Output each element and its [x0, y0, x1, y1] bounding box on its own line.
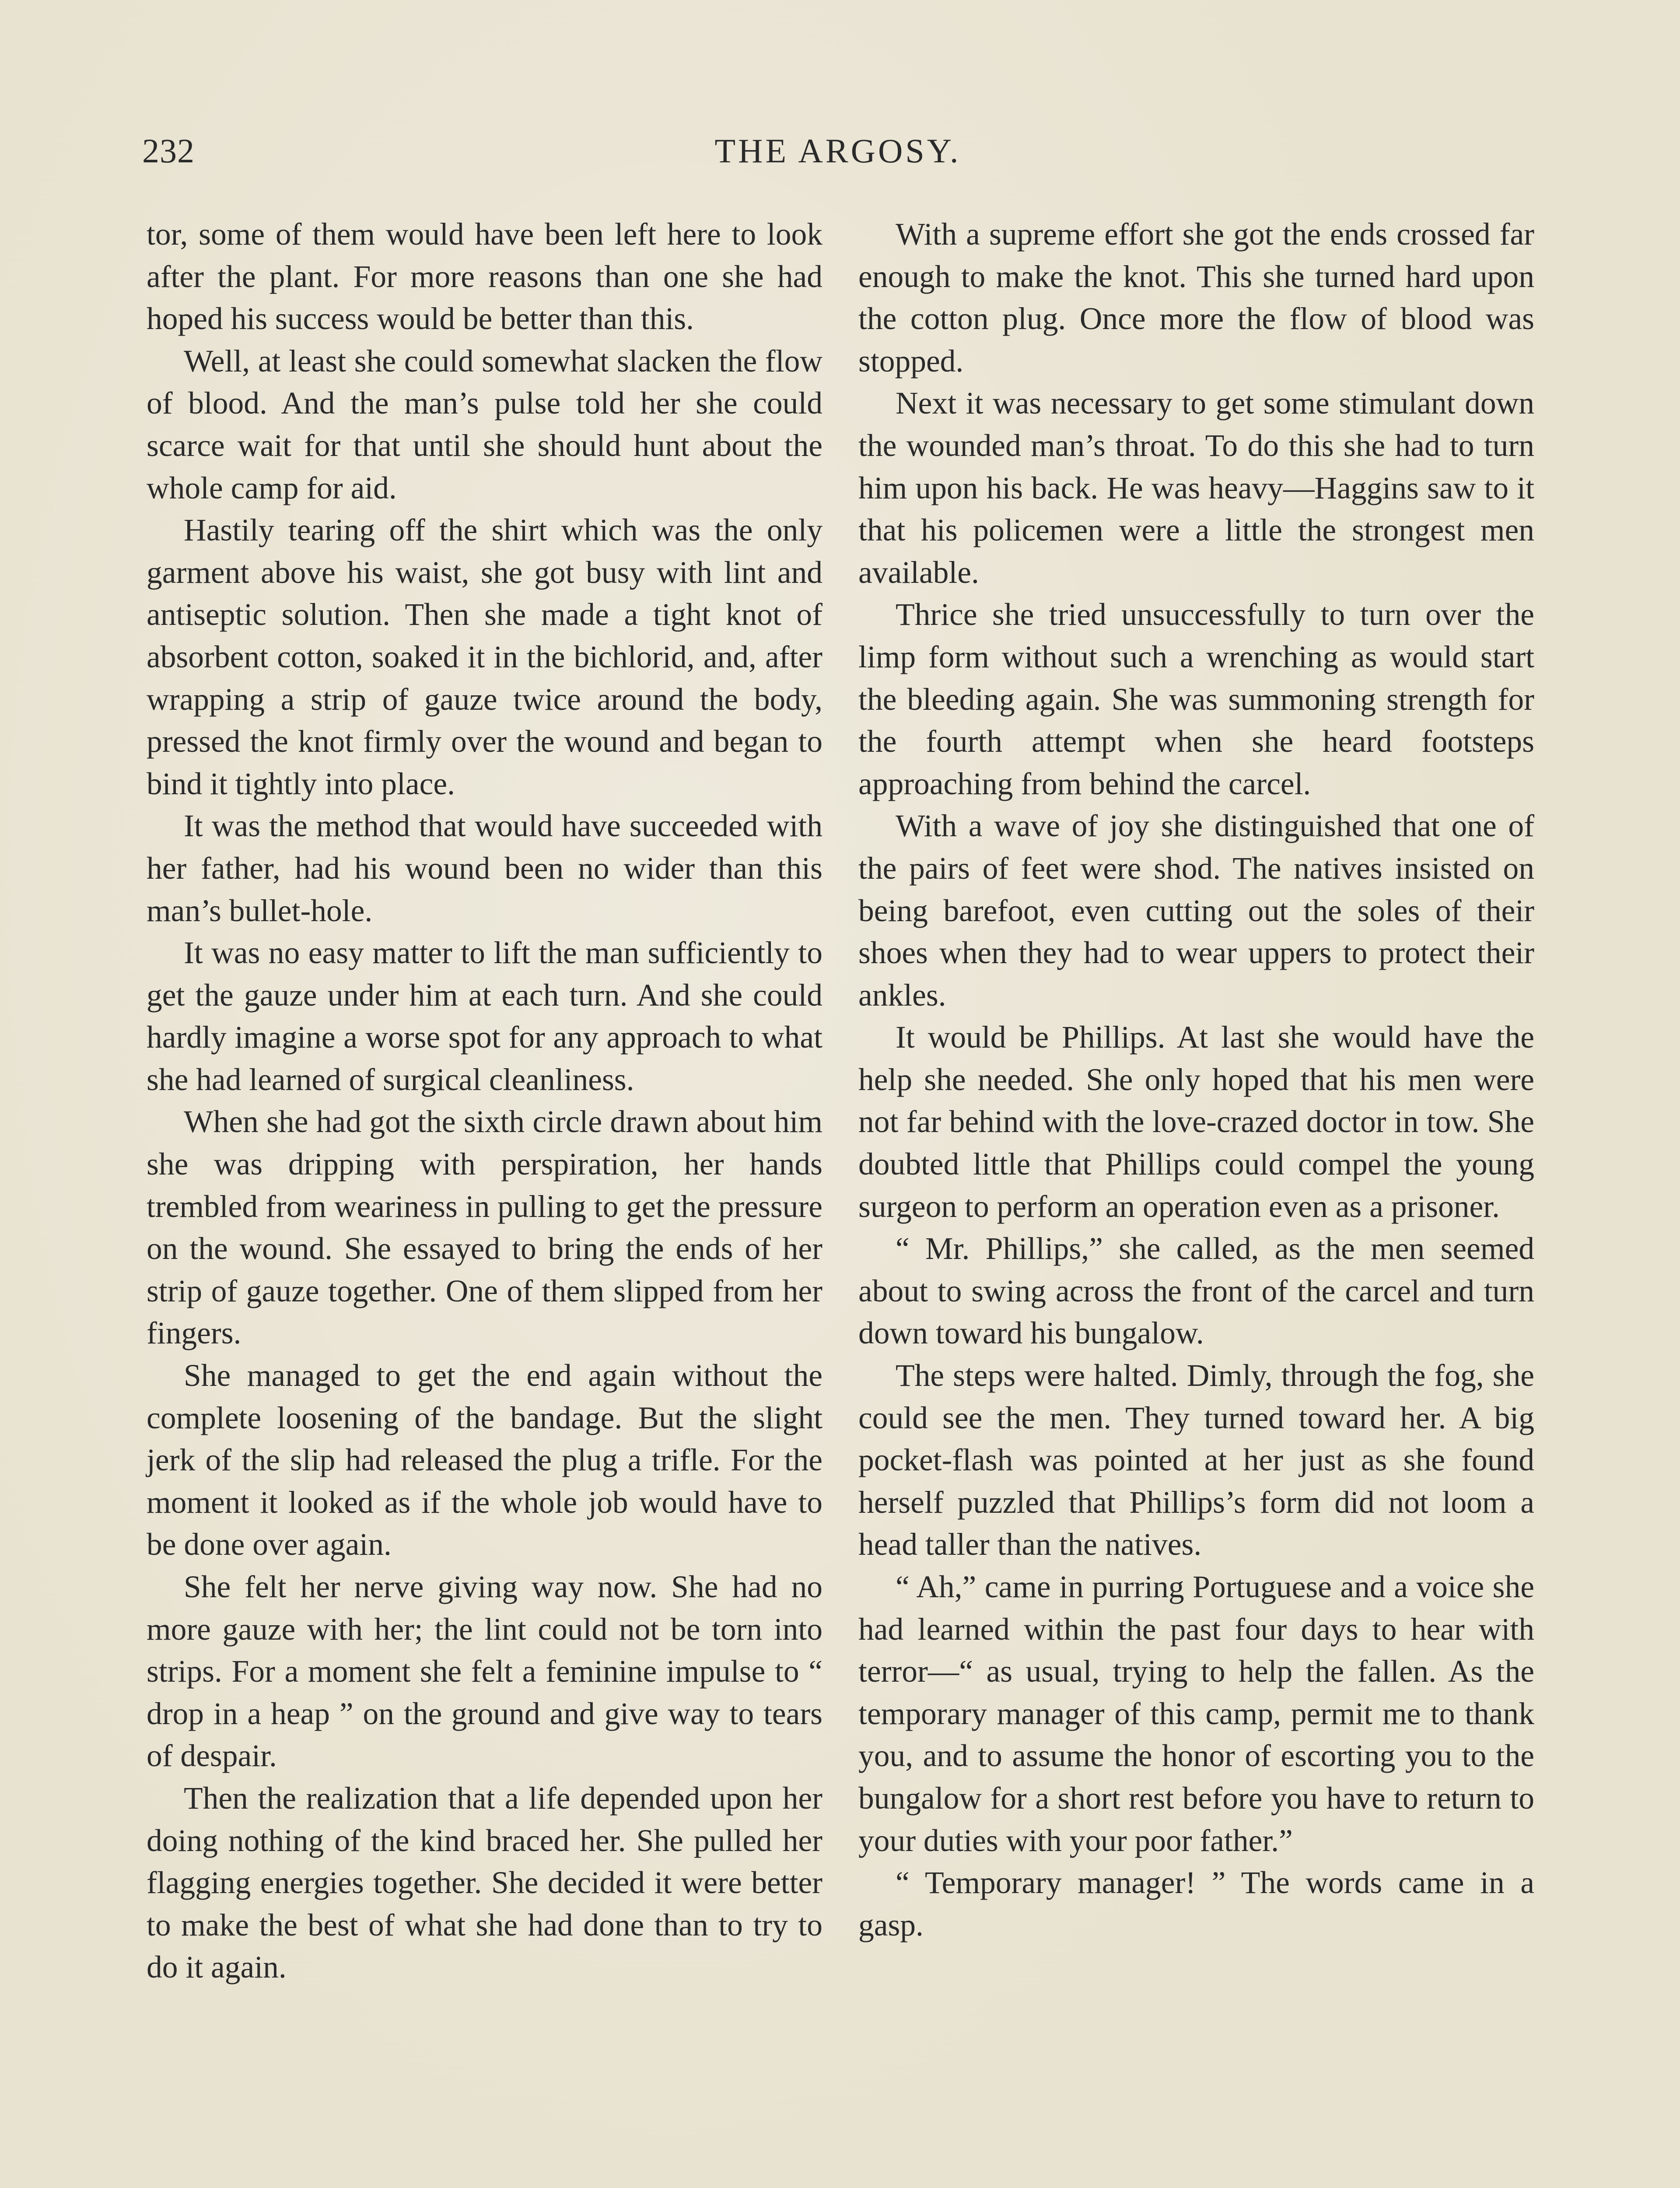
paragraph: With a wave of joy she distinguished that one of the pairs of feet were shod. The natives insisted on being barefoot, even cutting out the soles of their shoes when they had to wear uppers to protect their ankles. [858, 809, 1534, 1013]
paragraph: The steps were halted. Dimly, through the fog, she could see the men. They turned toward her. A big pocket-flash was pointed at her just as she found herself puzzled that Phillips’s form did not loom a head taller than the natives. [858, 1358, 1534, 1562]
paragraph: “ Mr. Phillips,” she called, as the men seemed about to swing across the front of the carcel and turn down toward his bungalow. [858, 1231, 1534, 1351]
running-title: THE ARGOSY. [714, 132, 961, 170]
paragraph: Next it was necessary to get some stimulant down the wounded man’s throat. To do this she had to turn him upon his back. He was heavy—Haggins saw to it that his policemen were a little the strongest men available. [858, 386, 1534, 590]
paragraph: It would be Phillips. At last she would have the help she needed. She only hoped that his men were not far behind with the love-crazed doctor in tow. She doubted little that Phillips could compel the young surgeon to perform an operation even as a prisoner. [858, 1020, 1534, 1224]
page-header [142, 131, 1533, 184]
paragraph: Well, at least she could somewhat slacken the flow of blood. And the man’s pulse told her she could scarce wait for that until she should hunt about the whole camp for aid. [147, 344, 822, 505]
left-column [147, 214, 822, 1989]
paragraph: Hastily tearing off the shirt which was the only garment above his waist, she got busy with lint and antiseptic solution. Then she made a tight knot of absorbent cotton, soaked it in the bichlorid, and, after wrapping a strip of gauze twice around the body, pressed the knot firmly over the wound and began to bind it tightly into place. [147, 513, 822, 801]
paragraph: With a supreme effort she got the ends crossed far enough to make the knot. This she turned hard upon the cotton plug. Once more the flow of blood was stopped. [858, 217, 1534, 379]
paragraph: It was the method that would have succeeded with her father, had his wound been no wider than this man’s bullet-hole. [147, 809, 822, 928]
paragraph: tor, some of them would have been left here to look after the plant. For more reasons than one she had hoped his success would be better than this. [147, 217, 822, 337]
right-column [858, 214, 1534, 1946]
paragraph: It was no easy matter to lift the man sufficiently to get the gauze under him at each turn. And she could hardly imagine a worse spot for any approach to what she had learned of surgical cleanliness. [147, 936, 822, 1097]
paragraph: Thrice she tried unsuccessfully to turn over the limp form without such a wrenching as would start the bleeding again. She was summoning strength for the fourth attempt when she heard footsteps approaching from behind the carcel. [858, 597, 1534, 801]
page-number: 232 [142, 132, 195, 170]
paragraph: She managed to get the end again without the complete loosening of the bandage. But the slight jerk of the slip had released the plug a trifle. For the moment it looked as if the whole job would have to be done over again. [147, 1358, 822, 1562]
paragraph: “ Ah,” came in purring Portuguese and a voice she had learned within the past four days to hear with terror—“ as usual, trying to help the fallen. As the temporary manager of this camp, permit me to thank you, and to assume the honor of escorting you to the bungalow for a short rest before you have to return to your duties with your poor father.” [858, 1570, 1534, 1858]
paragraph: Then the realization that a life depended upon her doing nothing of the kind braced her. She pulled her flagging energies together. She decided it were better to make the best of what she had done than to try to do it again. [147, 1781, 822, 1985]
paragraph: “ Temporary manager! ” The words came in a gasp. [858, 1865, 1534, 1943]
paragraph: She felt her nerve giving way now. She had no more gauze with her; the lint could not be torn into strips. For a moment she felt a feminine impulse to “ drop in a heap ” on the ground and give way to tears of despair. [147, 1570, 822, 1774]
paragraph: When she had got the sixth circle drawn about him she was dripping with perspiration, her hands trembled from weariness in pulling to get the pressure on the wound. She essayed to bring the ends of her strip of gauze together. One of them slipped from her fingers. [147, 1105, 822, 1351]
